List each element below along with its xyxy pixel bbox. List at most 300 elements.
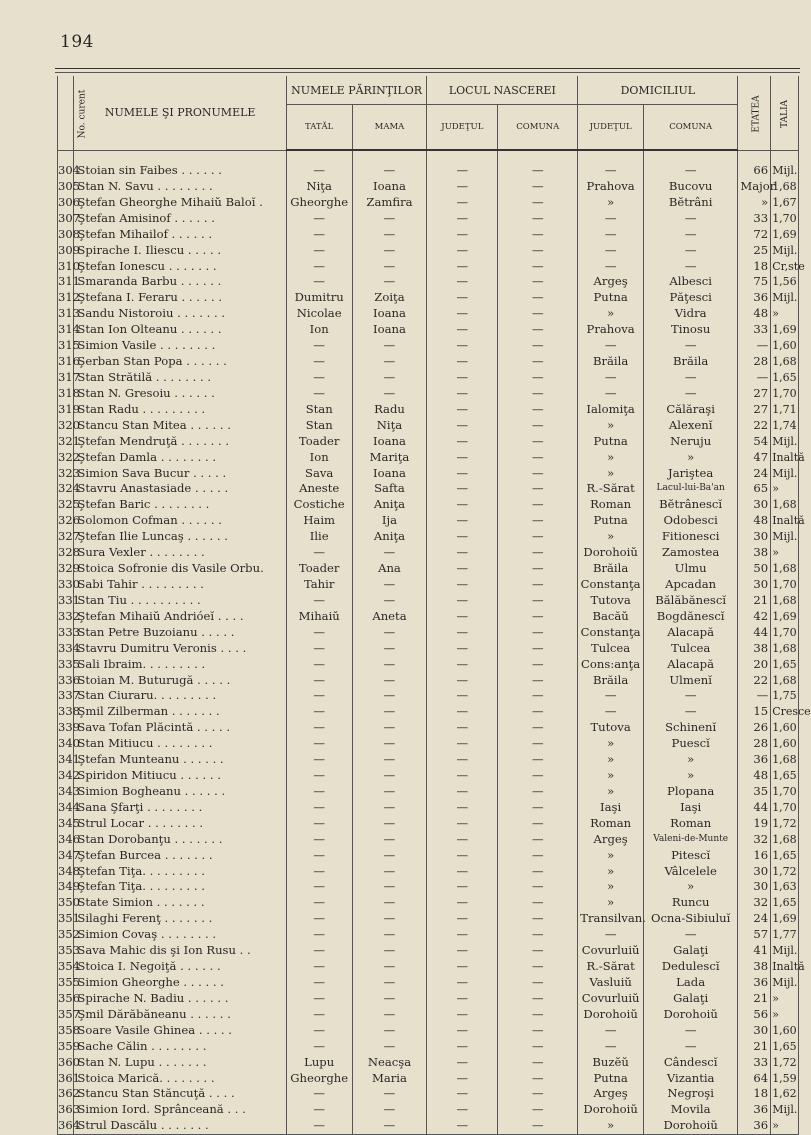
- birth-county-cell: —: [427, 259, 498, 275]
- mother-name-cell: Ioana: [352, 306, 427, 322]
- birth-county-cell: —: [427, 545, 498, 561]
- height-cell: Mijl.: [772, 944, 798, 958]
- table-row: [58, 991, 799, 1007]
- person-name-cell: Solomon Cofman . . . . . .: [74, 513, 286, 529]
- father-name-cell: —: [286, 832, 352, 848]
- birth-county-cell: —: [427, 577, 498, 593]
- table-row: [58, 609, 799, 625]
- height-cell: Mijl.: [772, 243, 798, 257]
- birth-commune-cell: —: [498, 895, 578, 911]
- domicile-commune-cell: Movila: [643, 1102, 737, 1118]
- birth-commune-cell: —: [498, 338, 578, 354]
- height-cell: 1,56: [772, 275, 797, 289]
- height-cell: 1,69: [772, 323, 797, 337]
- height-cell: 1,68: [772, 753, 797, 767]
- father-name-cell: —: [286, 673, 352, 689]
- height-cell: 1,60: [772, 721, 797, 735]
- table-row: [58, 497, 799, 513]
- birth-commune-cell: —: [498, 290, 578, 306]
- row-number-cell: 353: [58, 943, 80, 958]
- father-name-cell: Stan: [286, 402, 352, 418]
- birth-county-cell: —: [427, 290, 498, 306]
- person-name-cell: Şmil Zilberman . . . . . . .: [74, 704, 286, 720]
- age-cell: 19: [738, 816, 771, 832]
- age-cell: 16: [738, 848, 771, 864]
- birth-commune-cell: —: [498, 673, 578, 689]
- table-row: [58, 816, 799, 832]
- birth-commune-cell: —: [498, 163, 578, 179]
- domicile-county-cell: Tulcea: [578, 641, 644, 657]
- mother-name-cell: —: [352, 1007, 427, 1023]
- domicile-county-cell: —: [578, 243, 644, 259]
- father-name-cell: —: [286, 545, 352, 561]
- domicile-county-cell: Vasluiŭ: [578, 975, 644, 991]
- birth-commune-cell: —: [498, 641, 578, 657]
- mother-name-cell: —: [352, 959, 427, 975]
- domicile-commune-cell: »: [643, 879, 737, 895]
- age-cell: 75: [738, 274, 771, 290]
- birth-county-cell: —: [427, 768, 498, 784]
- domicile-commune-cell: Zamostea: [643, 545, 737, 561]
- birth-commune-cell: —: [498, 195, 578, 211]
- table-row: [58, 1118, 799, 1134]
- person-name-cell: Şerban Stan Popa . . . . . .: [74, 354, 286, 370]
- birth-commune-cell: —: [498, 306, 578, 322]
- birth-county-cell: —: [427, 911, 498, 927]
- age-cell: 66: [738, 163, 771, 179]
- father-name-cell: —: [286, 911, 352, 927]
- birth-county-cell: —: [427, 720, 498, 736]
- table-row: [58, 338, 799, 354]
- row-number-cell: 348: [58, 863, 80, 878]
- row-number-cell: 343: [58, 783, 80, 798]
- mother-name-cell: —: [352, 736, 427, 752]
- height-cell: 1,69: [772, 227, 797, 241]
- age-cell: 33: [738, 322, 771, 338]
- domicile-county-cell: »: [578, 450, 644, 466]
- birth-county-cell: —: [427, 179, 498, 195]
- father-name-cell: Toader: [286, 561, 352, 577]
- age-cell: 30: [738, 879, 771, 895]
- domicile-county-cell: Putna: [578, 434, 644, 450]
- birth-county-cell: —: [427, 163, 498, 179]
- birth-county-cell: —: [427, 991, 498, 1007]
- birth-commune-cell: —: [498, 927, 578, 943]
- birth-county-cell: —: [427, 513, 498, 529]
- domicile-county-cell: Putna: [578, 290, 644, 306]
- age-cell: 15: [738, 704, 771, 720]
- mother-name-cell: —: [352, 927, 427, 943]
- row-number-cell: 341: [58, 752, 80, 767]
- table-row: [58, 418, 799, 434]
- father-name-cell: Stan: [286, 418, 352, 434]
- father-name-cell: Lupu: [286, 1055, 352, 1071]
- father-name-cell: Dumitru: [286, 290, 352, 306]
- mother-name-cell: Neacşa: [352, 1055, 427, 1071]
- father-name-cell: —: [286, 975, 352, 991]
- height-cell: 1,70: [772, 386, 797, 400]
- birth-commune-cell: —: [498, 227, 578, 243]
- domicile-commune-cell: Bĕtrâni: [643, 195, 737, 211]
- birth-commune-cell: —: [498, 1102, 578, 1118]
- age-cell: 26: [738, 720, 771, 736]
- age-cell: 36: [738, 1102, 771, 1118]
- height-cell: 1,60: [772, 737, 797, 751]
- birth-commune-cell: —: [498, 625, 578, 641]
- birth-county-cell: —: [427, 466, 498, 482]
- header-height: TALIA: [771, 76, 799, 150]
- mother-name-cell: —: [352, 625, 427, 641]
- father-name-cell: —: [286, 752, 352, 768]
- height-cell: Inaltă: [772, 450, 805, 464]
- domicile-county-cell: —: [578, 1023, 644, 1039]
- domicile-commune-cell: »: [643, 450, 737, 466]
- register-table: [57, 76, 811, 1135]
- row-number-cell: 359: [58, 1038, 80, 1053]
- person-name-cell: Stan N. Gresoiu . . . . . .: [74, 386, 286, 402]
- birth-county-cell: —: [427, 1102, 498, 1118]
- mother-name-cell: Safta: [352, 481, 427, 497]
- father-name-cell: Gheorghe: [286, 195, 352, 211]
- birth-commune-cell: —: [498, 370, 578, 386]
- height-cell: 1,68: [772, 355, 797, 369]
- domicile-county-cell: »: [578, 306, 644, 322]
- father-name-cell: Gheorghe: [286, 1071, 352, 1087]
- person-name-cell: Simion Bogheanu . . . . . .: [74, 784, 286, 800]
- height-cell: 1,63: [772, 880, 797, 894]
- birth-commune-cell: —: [498, 402, 578, 418]
- birth-county-cell: —: [427, 418, 498, 434]
- domicile-county-cell: »: [578, 1118, 644, 1134]
- mother-name-cell: Mariţa: [352, 450, 427, 466]
- age-cell: 38: [738, 545, 771, 561]
- height-cell: 1,70: [772, 784, 797, 798]
- domicile-county-cell: —: [578, 259, 644, 275]
- header-birth-commune: COMUNA: [498, 105, 578, 151]
- birth-commune-cell: —: [498, 386, 578, 402]
- domicile-county-cell: Putna: [578, 1071, 644, 1087]
- age-cell: 24: [738, 466, 771, 482]
- row-number-cell: 362: [58, 1086, 80, 1101]
- person-name-cell: Stancu Stan Mitea . . . . . .: [74, 418, 286, 434]
- domicile-county-cell: Constanţa: [578, 625, 644, 641]
- row-number-cell: 307: [58, 210, 80, 225]
- person-name-cell: Stoica Sofronie dis Vasile Orbu.: [74, 561, 286, 577]
- domicile-commune-cell: —: [643, 227, 737, 243]
- age-cell: 30: [738, 529, 771, 545]
- domicile-county-cell: »: [578, 879, 644, 895]
- birth-commune-cell: —: [498, 322, 578, 338]
- row-number-cell: 354: [58, 959, 80, 974]
- mother-name-cell: —: [352, 577, 427, 593]
- age-cell: 30: [738, 1023, 771, 1039]
- father-name-cell: —: [286, 641, 352, 657]
- birth-commune-cell: —: [498, 450, 578, 466]
- domicile-county-cell: Dorohoiŭ: [578, 1102, 644, 1118]
- mother-name-cell: —: [352, 641, 427, 657]
- person-name-cell: Ştefan Amisinof . . . . . .: [74, 211, 286, 227]
- birth-county-cell: —: [427, 1007, 498, 1023]
- domicile-commune-cell: Dedulescĭ: [643, 959, 737, 975]
- age-cell: 65: [738, 481, 771, 497]
- mother-name-cell: —: [352, 211, 427, 227]
- father-name-cell: Niţa: [286, 179, 352, 195]
- height-cell: 1,75: [772, 689, 797, 703]
- age-cell: 20: [738, 657, 771, 673]
- domicile-county-cell: »: [578, 466, 644, 482]
- row-number-cell: 329: [58, 561, 80, 576]
- age-cell: 30: [738, 497, 771, 513]
- father-name-cell: —: [286, 848, 352, 864]
- mother-name-cell: —: [352, 657, 427, 673]
- row-number-cell: 322: [58, 449, 80, 464]
- birth-county-cell: —: [427, 1039, 498, 1055]
- father-name-cell: Haim: [286, 513, 352, 529]
- domicile-county-cell: —: [578, 927, 644, 943]
- mother-name-cell: —: [352, 864, 427, 880]
- mother-name-cell: Ioana: [352, 466, 427, 482]
- birth-county-cell: —: [427, 338, 498, 354]
- mother-name-cell: —: [352, 832, 427, 848]
- age-cell: 36: [738, 975, 771, 991]
- height-cell: 1,65: [772, 370, 797, 384]
- row-number-cell: 316: [58, 354, 80, 369]
- row-number-cell: 310: [58, 258, 80, 273]
- mother-name-cell: —: [352, 784, 427, 800]
- mother-name-cell: Radu: [352, 402, 427, 418]
- height-cell: 1,70: [772, 800, 797, 814]
- row-number-cell: 315: [58, 338, 80, 353]
- mother-name-cell: Ana: [352, 561, 427, 577]
- domicile-commune-cell: Odobesci: [643, 513, 737, 529]
- person-name-cell: Stavru Dumitru Veronis . . . .: [74, 641, 286, 657]
- person-name-cell: Ştefan Tiţa. . . . . . . . .: [74, 879, 286, 895]
- birth-county-cell: —: [427, 322, 498, 338]
- birth-county-cell: —: [427, 816, 498, 832]
- mother-name-cell: —: [352, 227, 427, 243]
- birth-commune-cell: —: [498, 752, 578, 768]
- domicile-county-cell: —: [578, 211, 644, 227]
- table-row: [58, 195, 799, 211]
- age-cell: 36: [738, 752, 771, 768]
- top-rule: [55, 68, 800, 69]
- age-cell: 24: [738, 911, 771, 927]
- domicile-commune-cell: Lacul-lui-Ba'an: [643, 481, 737, 497]
- domicile-commune-cell: Valeni-de-Munte: [643, 832, 737, 848]
- table-header: [58, 76, 799, 150]
- mother-name-cell: Ioana: [352, 179, 427, 195]
- row-number-cell: 321: [58, 433, 80, 448]
- birth-county-cell: —: [427, 927, 498, 943]
- birth-commune-cell: —: [498, 609, 578, 625]
- row-number-cell: 360: [58, 1054, 80, 1069]
- mother-name-cell: —: [352, 259, 427, 275]
- row-number-cell: 352: [58, 927, 80, 942]
- height-cell: 1,65: [772, 896, 797, 910]
- birth-county-cell: —: [427, 227, 498, 243]
- domicile-county-cell: Argeş: [578, 274, 644, 290]
- domicile-commune-cell: Pitescĭ: [643, 848, 737, 864]
- father-name-cell: —: [286, 991, 352, 1007]
- person-name-cell: Sabi Tahir . . . . . . . . .: [74, 577, 286, 593]
- birth-county-cell: —: [427, 1071, 498, 1087]
- table-row: [58, 386, 799, 402]
- domicile-county-cell: R.-Sărat: [578, 481, 644, 497]
- father-name-cell: —: [286, 879, 352, 895]
- domicile-commune-cell: Roman: [643, 816, 737, 832]
- table-row: [58, 179, 799, 195]
- person-name-cell: Stan N. Savu . . . . . . . .: [74, 179, 286, 195]
- age-cell: 21: [738, 593, 771, 609]
- table-row: [58, 450, 799, 466]
- father-name-cell: —: [286, 800, 352, 816]
- age-cell: 22: [738, 418, 771, 434]
- domicile-commune-cell: Jariştea: [643, 466, 737, 482]
- mother-name-cell: —: [352, 545, 427, 561]
- age-cell: 48: [738, 768, 771, 784]
- row-number-cell: 338: [58, 704, 80, 719]
- person-name-cell: Stan Mitiucu . . . . . . . .: [74, 736, 286, 752]
- birth-county-cell: —: [427, 609, 498, 625]
- header-dom-commune: COMUNA: [643, 105, 737, 151]
- domicile-commune-cell: Brăila: [643, 354, 737, 370]
- domicile-county-cell: Cons:anţa: [578, 657, 644, 673]
- height-cell: 1,60: [772, 1023, 797, 1037]
- birth-commune-cell: —: [498, 545, 578, 561]
- person-name-cell: Stan Strătilă . . . . . . . .: [74, 370, 286, 386]
- birth-commune-cell: —: [498, 274, 578, 290]
- mother-name-cell: Ija: [352, 513, 427, 529]
- father-name-cell: —: [286, 1102, 352, 1118]
- age-cell: 42: [738, 609, 771, 625]
- height-cell: Mijl.: [772, 466, 798, 480]
- domicile-county-cell: R.-Sărat: [578, 959, 644, 975]
- birth-county-cell: —: [427, 1055, 498, 1071]
- row-number-cell: 309: [58, 242, 80, 257]
- domicile-commune-cell: Fitionesci: [643, 529, 737, 545]
- person-name-cell: Stan Ion Olteanu . . . . . .: [74, 322, 286, 338]
- height-cell: 1,68: [772, 593, 797, 607]
- mother-name-cell: —: [352, 274, 427, 290]
- row-number-cell: 364: [58, 1118, 74, 1134]
- row-number-cell: 345: [58, 815, 80, 830]
- page-number: 194: [60, 32, 94, 52]
- domicile-county-cell: »: [578, 195, 644, 211]
- birth-county-cell: —: [427, 529, 498, 545]
- birth-county-cell: —: [427, 195, 498, 211]
- height-cell: 1,68: [772, 673, 797, 687]
- person-name-cell: Ştefan Ionescu . . . . . . .: [74, 259, 286, 275]
- age-cell: 21: [738, 1039, 771, 1055]
- table-body: [58, 150, 811, 1135]
- birth-commune-cell: —: [498, 657, 578, 673]
- age-cell: —: [738, 338, 771, 354]
- birth-county-cell: —: [427, 752, 498, 768]
- mother-name-cell: —: [352, 673, 427, 689]
- birth-county-cell: —: [427, 959, 498, 975]
- birth-commune-cell: —: [498, 243, 578, 259]
- row-number-cell: 318: [58, 385, 80, 400]
- mother-name-cell: —: [352, 1023, 427, 1039]
- domicile-commune-cell: Bogdănescĭ: [643, 609, 737, 625]
- domicile-county-cell: Dorohoiŭ: [578, 545, 644, 561]
- domicile-commune-cell: Păţesci: [643, 290, 737, 306]
- birth-commune-cell: —: [498, 497, 578, 513]
- domicile-county-cell: »: [578, 752, 644, 768]
- mother-name-cell: —: [352, 879, 427, 895]
- person-name-cell: Stoica Marică. . . . . . . .: [74, 1071, 286, 1087]
- table-row: [58, 657, 799, 673]
- birth-commune-cell: —: [498, 800, 578, 816]
- age-cell: 18: [738, 1086, 771, 1102]
- domicile-commune-cell: »: [643, 752, 737, 768]
- domicile-county-cell: —: [578, 227, 644, 243]
- birth-county-cell: —: [427, 848, 498, 864]
- birth-commune-cell: —: [498, 911, 578, 927]
- person-name-cell: Stoian sin Faibes . . . . . .: [74, 163, 286, 179]
- row-number-cell: 304: [58, 163, 80, 177]
- domicile-commune-cell: Vizantia: [643, 1071, 737, 1087]
- domicile-county-cell: »: [578, 418, 644, 434]
- age-cell: 33: [738, 1055, 771, 1071]
- domicile-commune-cell: —: [643, 1039, 737, 1055]
- birth-county-cell: —: [427, 1086, 498, 1102]
- table-row: [58, 466, 799, 482]
- height-cell: Inaltă: [772, 514, 805, 528]
- table-row: [58, 1039, 799, 1055]
- person-name-cell: Ştefan Baric . . . . . . . .: [74, 497, 286, 513]
- birth-commune-cell: —: [498, 768, 578, 784]
- mother-name-cell: —: [352, 991, 427, 1007]
- height-cell: Mijl.: [772, 164, 798, 177]
- father-name-cell: —: [286, 625, 352, 641]
- father-name-cell: —: [286, 927, 352, 943]
- birth-county-cell: —: [427, 975, 498, 991]
- table-row: [58, 243, 799, 259]
- height-cell: 1,62: [772, 1087, 797, 1101]
- person-name-cell: Ştefan Ilie Luncaş . . . . . .: [74, 529, 286, 545]
- table-row: [58, 290, 799, 306]
- father-name-cell: Ion: [286, 450, 352, 466]
- height-cell: Mijl.: [772, 291, 798, 305]
- table-row: [58, 800, 799, 816]
- birth-county-cell: —: [427, 673, 498, 689]
- table-row: [58, 720, 799, 736]
- mother-name-cell: —: [352, 752, 427, 768]
- birth-county-cell: —: [427, 481, 498, 497]
- mother-name-cell: —: [352, 593, 427, 609]
- domicile-county-cell: —: [578, 1039, 644, 1055]
- birth-commune-cell: —: [498, 879, 578, 895]
- person-name-cell: Sana Şfarţi . . . . . . . .: [74, 800, 286, 816]
- domicile-county-cell: Iaşi: [578, 800, 644, 816]
- row-number-cell: 340: [58, 736, 80, 751]
- row-number-cell: 356: [58, 990, 80, 1005]
- mother-name-cell: —: [352, 370, 427, 386]
- mother-name-cell: —: [352, 943, 427, 959]
- father-name-cell: Aneste: [286, 481, 352, 497]
- mother-name-cell: —: [352, 163, 427, 179]
- table-row: [58, 259, 799, 275]
- domicile-commune-cell: Albesci: [643, 274, 737, 290]
- person-name-cell: Stan Ciuraru. . . . . . . . .: [74, 688, 286, 704]
- row-number-cell: 306: [58, 194, 80, 209]
- age-cell: 50: [738, 561, 771, 577]
- domicile-commune-cell: —: [643, 211, 737, 227]
- mother-name-cell: —: [352, 895, 427, 911]
- header-name: NUMELE ŞI PRONUMELE: [74, 76, 286, 150]
- domicile-commune-cell: Vâlcelele: [643, 864, 737, 880]
